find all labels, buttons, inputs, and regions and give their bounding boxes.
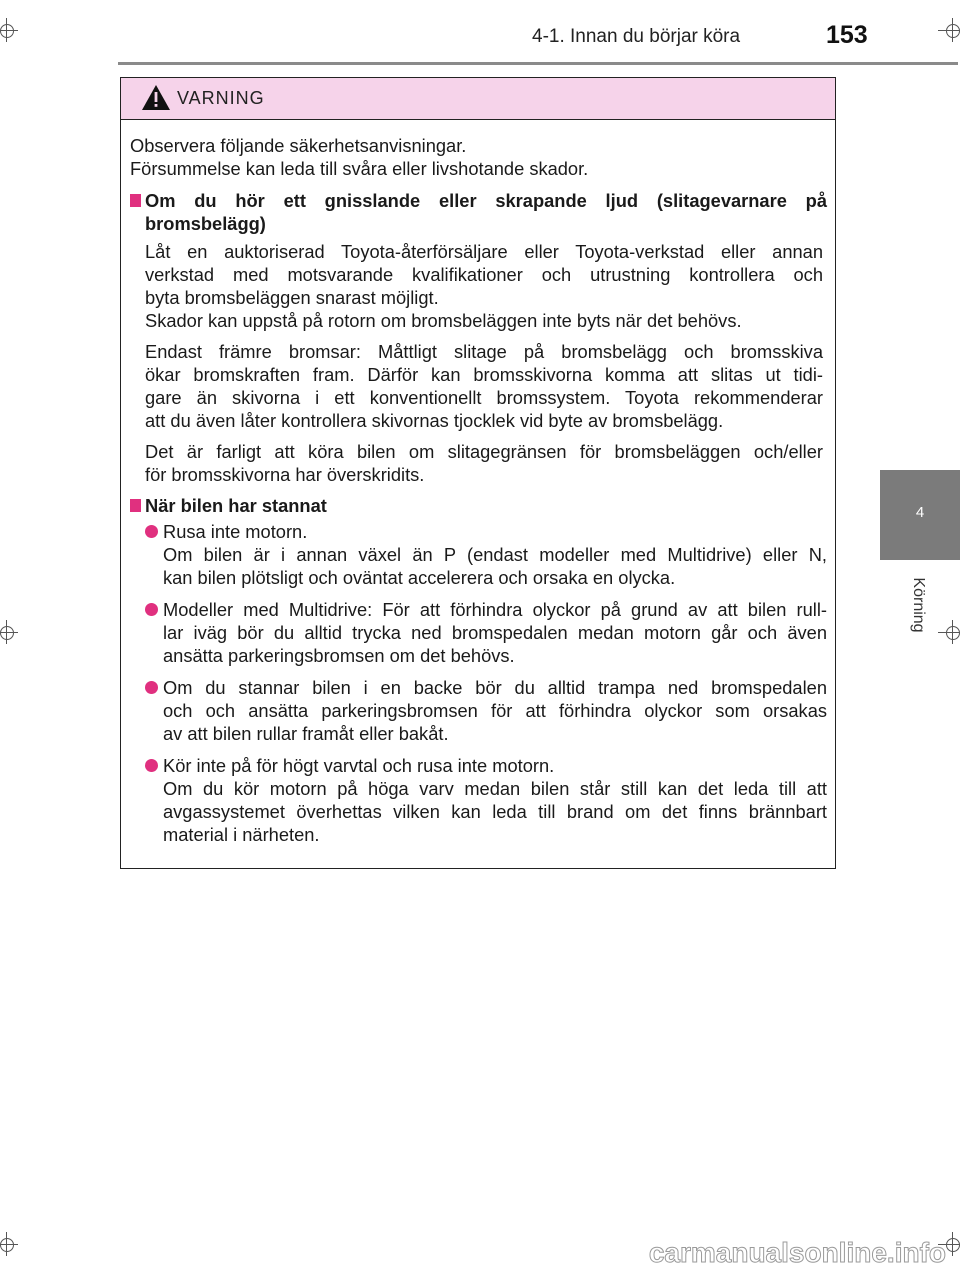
watermark-logo [610, 1232, 950, 1272]
warning-triangle-icon [141, 84, 171, 111]
bullet-line: lar iväg bör du alltid trycka ned bromspedalen medan motorn går och även [163, 622, 827, 643]
section-bullet-square [130, 194, 141, 207]
bullet-line: avgassystemet överhettas vilken kan leda till brand om det finns brännbart [163, 801, 827, 822]
bullet-line: Rusa inte motorn. [163, 521, 308, 542]
chapter-label: Körning [910, 577, 927, 633]
bullet-dot [145, 525, 158, 538]
bullet-dot [145, 603, 158, 616]
paragraph-line: för bromsskivorna har överskridits. [145, 464, 425, 485]
bullet-line: och och ansätta parkeringsbromsen för att förhindra olyckor som orsakas [163, 700, 827, 721]
warning-header [121, 78, 835, 120]
header-divider [118, 62, 958, 65]
warning-box [120, 77, 836, 869]
paragraph-line: verkstad med motsvarande kvalifikationer och utrustning kontrollera och [145, 264, 823, 285]
bullet-dot [145, 759, 158, 772]
section-bullet-square [130, 499, 141, 512]
chapter-tab [880, 470, 960, 560]
paragraph-line: byta bromsbeläggen snarast möjligt. [145, 287, 439, 308]
bullet-line: Modeller med Multidrive: För att förhindra olyckor på grund av att bilen rull- [163, 599, 827, 620]
section-heading: Om du hör ett gnisslande eller skrapande ljud (slitagevarnare på [145, 190, 827, 211]
bullet-line: av att bilen rullar framåt eller bakåt. [163, 723, 449, 744]
intro-line: Observera följande säkerhetsanvisningar. [130, 135, 467, 156]
bullet-dot [145, 681, 158, 694]
bullet-line: Om du kör motorn på höga varv medan bilen står still kan det leda till att [163, 778, 827, 799]
bullet-line: kan bilen plötsligt och oväntat accelerera och orsaka en olycka. [163, 567, 676, 588]
page-number: 153 [826, 21, 868, 49]
section-heading: När bilen har stannat [145, 495, 327, 516]
intro-line: Försummelse kan leda till svåra eller livshotande skador. [130, 158, 589, 179]
section-heading: bromsbelägg) [145, 213, 266, 234]
bullet-line: material i närheten. [163, 824, 320, 845]
bullet-line: Kör inte på för högt varvtal och rusa inte motorn. [163, 755, 555, 776]
warning-title: VARNING [177, 88, 265, 108]
paragraph-line: att du även låter kontrollera skivornas tjocklek vid byte av bromsbelägg. [145, 410, 724, 431]
bullet-line: Om du stannar bilen i en backe bör du alltid trampa ned bromspedalen [163, 677, 827, 698]
paragraph-line: Skador kan uppstå på rotorn om bromsbeläggen inte byts när det behövs. [145, 310, 742, 331]
paragraph-line: Låt en auktoriserad Toyota-återförsäljare eller Toyota-verkstad eller annan [145, 241, 823, 262]
section-header: 4-1. Innan du börjar köra [532, 26, 741, 47]
paragraph-line: Det är farligt att köra bilen om slitagegränsen för bromsbeläggen och/eller [145, 441, 823, 462]
chapter-number: 4 [915, 504, 925, 521]
watermark-text: carmanualsonline.info [648, 1237, 946, 1268]
paragraph-line: Endast främre bromsar: Måttligt slitage på bromsbelägg och bromsskiva [145, 341, 823, 362]
paragraph-line: gare än skivorna i ett konventionellt bromssystem. Toyota rekommenderar [145, 387, 823, 408]
paragraph-line: ökar bromskraften fram. Därför kan bromsskivorna komma att slitas ut tidi- [145, 364, 823, 385]
bullet-line: ansätta parkeringsbromsen om det behövs. [163, 645, 515, 666]
bullet-line: Om bilen är i annan växel än P (endast modeller med Multidrive) eller N, [163, 544, 827, 565]
